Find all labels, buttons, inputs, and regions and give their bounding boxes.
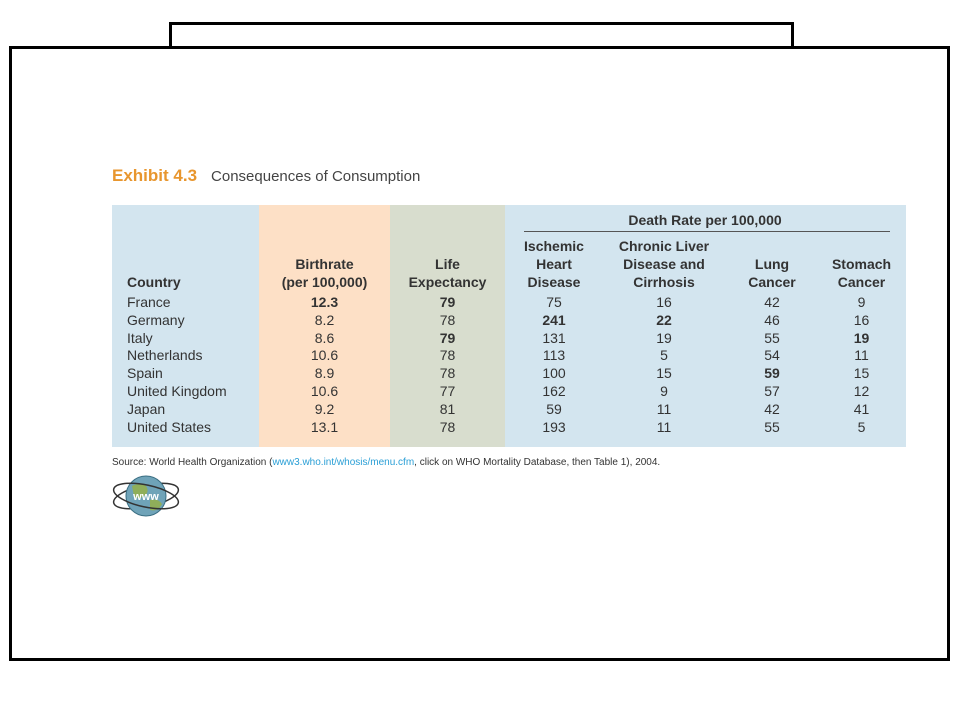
cell-country: Spain xyxy=(127,365,163,382)
exhibit-label: Exhibit 4.3 xyxy=(112,166,198,185)
cell-birthrate: 13.1 xyxy=(310,418,339,435)
cell-country: Germany xyxy=(127,311,185,328)
cell-lung: 59 xyxy=(764,365,780,382)
cell-birthrate: 10.6 xyxy=(310,347,339,364)
cell-life-expectancy: 78 xyxy=(439,365,456,382)
header-stomach-line: Cancer xyxy=(837,274,886,290)
header-lung-line: Lung xyxy=(754,256,790,272)
header-birthrate-line: (per 100,000) xyxy=(281,274,368,290)
cell-stomach: 19 xyxy=(853,329,870,346)
cell-life-expectancy: 77 xyxy=(439,382,456,399)
cell-ischemic: 162 xyxy=(542,382,566,399)
table-row xyxy=(112,365,906,383)
cell-stomach: 11 xyxy=(854,347,869,364)
cell-stomach: 41 xyxy=(853,400,870,417)
cell-lung: 46 xyxy=(764,311,780,328)
source-prefix: Source: World Health Organization ( xyxy=(112,457,273,468)
table-row xyxy=(112,383,906,401)
header-life-expectancy xyxy=(390,255,505,291)
cell-liver: 11 xyxy=(656,400,672,417)
cell-life-expectancy: 78 xyxy=(439,418,456,435)
header-birthrate-line: Birthrate xyxy=(295,256,354,272)
cell-ischemic: 193 xyxy=(542,418,566,435)
table-row xyxy=(112,294,906,312)
consumption-table xyxy=(112,205,906,447)
cell-liver: 9 xyxy=(660,382,668,399)
header-ischemic-line: Heart xyxy=(536,256,572,272)
cell-stomach: 16 xyxy=(853,311,870,328)
exhibit-title: Consequences of Consumption xyxy=(211,168,421,185)
header-lung-line: Cancer xyxy=(748,274,796,290)
table-row xyxy=(112,347,906,365)
www-label: www xyxy=(133,491,159,503)
header-liver-line: Cirrhosis xyxy=(633,274,695,290)
cell-lung: 55 xyxy=(764,329,780,346)
cell-birthrate: 8.2 xyxy=(314,311,335,328)
cell-liver: 11 xyxy=(656,418,672,435)
cell-lung: 57 xyxy=(764,382,780,399)
www-globe-icon xyxy=(110,472,182,525)
cell-life-expectancy: 79 xyxy=(439,329,456,346)
cell-ischemic: 100 xyxy=(542,365,566,382)
header-chronic-liver-disease xyxy=(604,237,724,291)
cell-stomach: 12 xyxy=(853,382,870,399)
cell-life-expectancy: 79 xyxy=(439,294,456,310)
cell-liver: 5 xyxy=(660,347,668,364)
cell-birthrate: 10.6 xyxy=(310,382,339,399)
cell-stomach: 9 xyxy=(857,294,866,310)
cell-liver: 16 xyxy=(656,294,672,310)
header-liver-line: Chronic Liver xyxy=(618,238,710,254)
cell-liver: 22 xyxy=(656,311,672,328)
table-body xyxy=(112,294,906,436)
cell-ischemic: 59 xyxy=(546,400,562,417)
cell-lung: 55 xyxy=(764,418,780,435)
cell-lung: 42 xyxy=(764,294,780,310)
header-country: Country xyxy=(127,274,181,290)
cell-ischemic: 241 xyxy=(542,311,566,328)
cell-lung: 42 xyxy=(764,400,780,417)
cell-birthrate: 8.9 xyxy=(314,365,335,382)
cell-life-expectancy: 78 xyxy=(439,311,456,328)
table-row xyxy=(112,419,906,437)
table-row xyxy=(112,401,906,419)
exhibit-heading xyxy=(112,166,420,186)
source-link[interactable]: www3.who.int/whosis/menu.cfm xyxy=(272,457,415,468)
cell-life-expectancy: 81 xyxy=(439,400,456,417)
death-rate-header-rule xyxy=(524,231,890,232)
header-life-line: Life xyxy=(435,256,460,272)
cell-life-expectancy: 78 xyxy=(439,347,456,364)
cell-country: Japan xyxy=(127,400,166,417)
source-note xyxy=(112,457,660,468)
cell-birthrate: 12.3 xyxy=(310,294,339,310)
cell-country: Netherlands xyxy=(127,347,203,364)
header-birthrate xyxy=(259,255,390,291)
death-rate-group-header: Death Rate per 100,000 xyxy=(628,212,782,228)
cell-country: United Kingdom xyxy=(127,382,227,399)
www-globe-icon-svg xyxy=(110,472,182,520)
header-life-line: Expectancy xyxy=(408,274,487,290)
header-lung-cancer xyxy=(732,255,812,291)
cell-liver: 19 xyxy=(656,329,672,346)
cell-liver: 15 xyxy=(656,365,672,382)
header-stomach-line: Stomach xyxy=(831,256,892,272)
cell-ischemic: 131 xyxy=(542,329,566,346)
source-suffix: , click on WHO Mortality Database, then Table 1), 2004. xyxy=(414,457,661,468)
header-ischemic-line: Disease xyxy=(527,274,581,290)
cell-stomach: 5 xyxy=(857,418,866,435)
cell-birthrate: 9.2 xyxy=(314,400,335,417)
cell-stomach: 15 xyxy=(853,365,870,382)
cell-country: France xyxy=(127,294,171,310)
cell-country: United States xyxy=(127,418,212,435)
cell-birthrate: 8.6 xyxy=(314,329,335,346)
cell-ischemic: 75 xyxy=(546,294,562,310)
table-row xyxy=(112,330,906,348)
table-row xyxy=(112,312,906,330)
cell-country: Italy xyxy=(127,329,153,346)
cell-ischemic: 113 xyxy=(542,347,566,364)
header-ischemic-line: Ischemic xyxy=(524,238,584,254)
cell-lung: 54 xyxy=(764,347,780,364)
header-stomach-cancer xyxy=(817,255,906,291)
header-ischemic-heart-disease xyxy=(512,237,596,291)
header-liver-line: Disease and xyxy=(623,256,705,272)
